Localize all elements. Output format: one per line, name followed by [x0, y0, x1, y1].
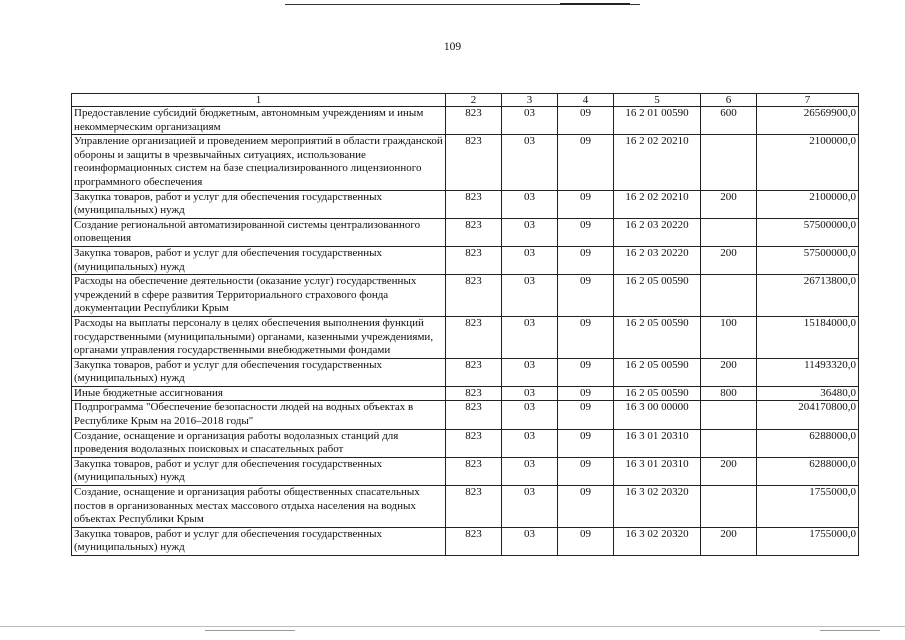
- table-header-row: [72, 94, 859, 107]
- table-row: [72, 246, 859, 274]
- amount-cell: 26713800,0: [757, 275, 859, 317]
- expense-type-cell: [701, 401, 757, 429]
- expense-type-cell: [701, 429, 757, 457]
- expense-type-cell: [701, 275, 757, 317]
- section-code-cell: 03: [502, 316, 558, 358]
- table-row: [72, 386, 859, 401]
- section-code-cell: 03: [502, 275, 558, 317]
- section-code-cell: 03: [502, 486, 558, 528]
- table-row: [72, 401, 859, 429]
- section-code-cell: 03: [502, 527, 558, 555]
- ministry-code-cell: 823: [446, 486, 502, 528]
- table-row: [72, 218, 859, 246]
- column-header: 3: [502, 94, 558, 107]
- target-article-cell: 16 2 05 00590: [614, 386, 701, 401]
- section-code-cell: 03: [502, 401, 558, 429]
- row-name-cell: Создание региональной автоматизированной системы централизованного оповещения: [72, 218, 446, 246]
- amount-cell: 2100000,0: [757, 135, 859, 190]
- table-row: [72, 107, 859, 135]
- section-code-cell: 03: [502, 358, 558, 386]
- bottom-mark: [820, 630, 880, 631]
- subsection-code-cell: 09: [558, 429, 614, 457]
- expense-type-cell: [701, 218, 757, 246]
- target-article-cell: 16 3 02 20320: [614, 486, 701, 528]
- target-article-cell: 16 3 02 20320: [614, 527, 701, 555]
- amount-cell: 204170800,0: [757, 401, 859, 429]
- ministry-code-cell: 823: [446, 457, 502, 485]
- section-code-cell: 03: [502, 386, 558, 401]
- top-rule-mark: [560, 3, 630, 5]
- section-code-cell: 03: [502, 246, 558, 274]
- row-name-cell: Подпрограмма "Обеспечение безопасности людей на водных объектах в Республике Крым на 2016–2018 годы": [72, 401, 446, 429]
- section-code-cell: 03: [502, 135, 558, 190]
- column-header: 5: [614, 94, 701, 107]
- row-name-cell: Создание, оснащение и организация работы водолазных станций для проведения водолазных поисковых и спасательных работ: [72, 429, 446, 457]
- section-code-cell: 03: [502, 107, 558, 135]
- target-article-cell: 16 2 05 00590: [614, 316, 701, 358]
- target-article-cell: 16 3 01 20310: [614, 429, 701, 457]
- page-number: 109: [443, 41, 462, 53]
- amount-cell: 1755000,0: [757, 486, 859, 528]
- target-article-cell: 16 2 02 20210: [614, 135, 701, 190]
- amount-cell: 26569900,0: [757, 107, 859, 135]
- expense-type-cell: 200: [701, 358, 757, 386]
- row-name-cell: Создание, оснащение и организация работы общественных спасательных постов в организованных местах массового отдыха населения на водных объектах Республики Крым: [72, 486, 446, 528]
- subsection-code-cell: 09: [558, 190, 614, 218]
- expense-type-cell: 200: [701, 246, 757, 274]
- amount-cell: 11493320,0: [757, 358, 859, 386]
- amount-cell: 6288000,0: [757, 457, 859, 485]
- section-code-cell: 03: [502, 429, 558, 457]
- row-name-cell: Закупка товаров, работ и услуг для обеспечения государственных (муниципальных) нужд: [72, 246, 446, 274]
- amount-cell: 6288000,0: [757, 429, 859, 457]
- expense-type-cell: 200: [701, 190, 757, 218]
- row-name-cell: Управление организацией и проведением мероприятий в области гражданской обороны и защиты в чрезвычайных ситуациях, использование геоинформационных систем на базе специализированного лицензионного программного обеспечения: [72, 135, 446, 190]
- subsection-code-cell: 09: [558, 457, 614, 485]
- table-row: [72, 190, 859, 218]
- expense-type-cell: [701, 135, 757, 190]
- subsection-code-cell: 09: [558, 486, 614, 528]
- row-name-cell: Расходы на выплаты персоналу в целях обеспечения выполнения функций государственными (муниципальными) органами, казенными учреждениями, органами управления государственными внебюджетными фондами: [72, 316, 446, 358]
- subsection-code-cell: 09: [558, 401, 614, 429]
- amount-cell: 36480,0: [757, 386, 859, 401]
- row-name-cell: Иные бюджетные ассигнования: [72, 386, 446, 401]
- table-row: [72, 135, 859, 190]
- subsection-code-cell: 09: [558, 275, 614, 317]
- subsection-code-cell: 09: [558, 386, 614, 401]
- expense-type-cell: 600: [701, 107, 757, 135]
- section-code-cell: 03: [502, 190, 558, 218]
- bottom-rule: [0, 626, 905, 627]
- ministry-code-cell: 823: [446, 401, 502, 429]
- target-article-cell: 16 3 00 00000: [614, 401, 701, 429]
- amount-cell: 2100000,0: [757, 190, 859, 218]
- section-code-cell: 03: [502, 457, 558, 485]
- expense-type-cell: 200: [701, 457, 757, 485]
- ministry-code-cell: 823: [446, 316, 502, 358]
- ministry-code-cell: 823: [446, 107, 502, 135]
- column-header: 1: [72, 94, 446, 107]
- target-article-cell: 16 2 02 20210: [614, 190, 701, 218]
- table-row: [72, 486, 859, 528]
- target-article-cell: 16 2 05 00590: [614, 275, 701, 317]
- column-header: 2: [446, 94, 502, 107]
- ministry-code-cell: 823: [446, 275, 502, 317]
- row-name-cell: Закупка товаров, работ и услуг для обеспечения государственных (муниципальных) нужд: [72, 457, 446, 485]
- table-row: [72, 429, 859, 457]
- amount-cell: 1755000,0: [757, 527, 859, 555]
- target-article-cell: 16 3 01 20310: [614, 457, 701, 485]
- expense-type-cell: 100: [701, 316, 757, 358]
- row-name-cell: Расходы на обеспечение деятельности (оказание услуг) государственных учреждений в сфере развития Территориального страхового фонда документации Республики Крым: [72, 275, 446, 317]
- ministry-code-cell: 823: [446, 358, 502, 386]
- ministry-code-cell: 823: [446, 218, 502, 246]
- target-article-cell: 16 2 03 20220: [614, 246, 701, 274]
- ministry-code-cell: 823: [446, 246, 502, 274]
- subsection-code-cell: 09: [558, 246, 614, 274]
- table-row: [72, 316, 859, 358]
- amount-cell: 15184000,0: [757, 316, 859, 358]
- expense-type-cell: 800: [701, 386, 757, 401]
- table-row: [72, 358, 859, 386]
- ministry-code-cell: 823: [446, 527, 502, 555]
- column-header: 7: [757, 94, 859, 107]
- amount-cell: 57500000,0: [757, 246, 859, 274]
- row-name-cell: Предоставление субсидий бюджетным, автономным учреждениям и иным некоммерческим организациям: [72, 107, 446, 135]
- row-name-cell: Закупка товаров, работ и услуг для обеспечения государственных (муниципальных) нужд: [72, 190, 446, 218]
- section-code-cell: 03: [502, 218, 558, 246]
- subsection-code-cell: 09: [558, 135, 614, 190]
- subsection-code-cell: 09: [558, 316, 614, 358]
- table-row: [72, 527, 859, 555]
- ministry-code-cell: 823: [446, 429, 502, 457]
- subsection-code-cell: 09: [558, 527, 614, 555]
- expense-type-cell: 200: [701, 527, 757, 555]
- table-row: [72, 457, 859, 485]
- amount-cell: 57500000,0: [757, 218, 859, 246]
- target-article-cell: 16 2 03 20220: [614, 218, 701, 246]
- subsection-code-cell: 09: [558, 218, 614, 246]
- target-article-cell: 16 2 05 00590: [614, 358, 701, 386]
- target-article-cell: 16 2 01 00590: [614, 107, 701, 135]
- row-name-cell: Закупка товаров, работ и услуг для обеспечения государственных (муниципальных) нужд: [72, 358, 446, 386]
- budget-table: [71, 93, 859, 556]
- row-name-cell: Закупка товаров, работ и услуг для обеспечения государственных (муниципальных) нужд: [72, 527, 446, 555]
- subsection-code-cell: 09: [558, 107, 614, 135]
- ministry-code-cell: 823: [446, 190, 502, 218]
- column-header: 4: [558, 94, 614, 107]
- subsection-code-cell: 09: [558, 358, 614, 386]
- ministry-code-cell: 823: [446, 386, 502, 401]
- bottom-mark: [205, 630, 295, 631]
- ministry-code-cell: 823: [446, 135, 502, 190]
- expense-type-cell: [701, 486, 757, 528]
- table-row: [72, 275, 859, 317]
- column-header: 6: [701, 94, 757, 107]
